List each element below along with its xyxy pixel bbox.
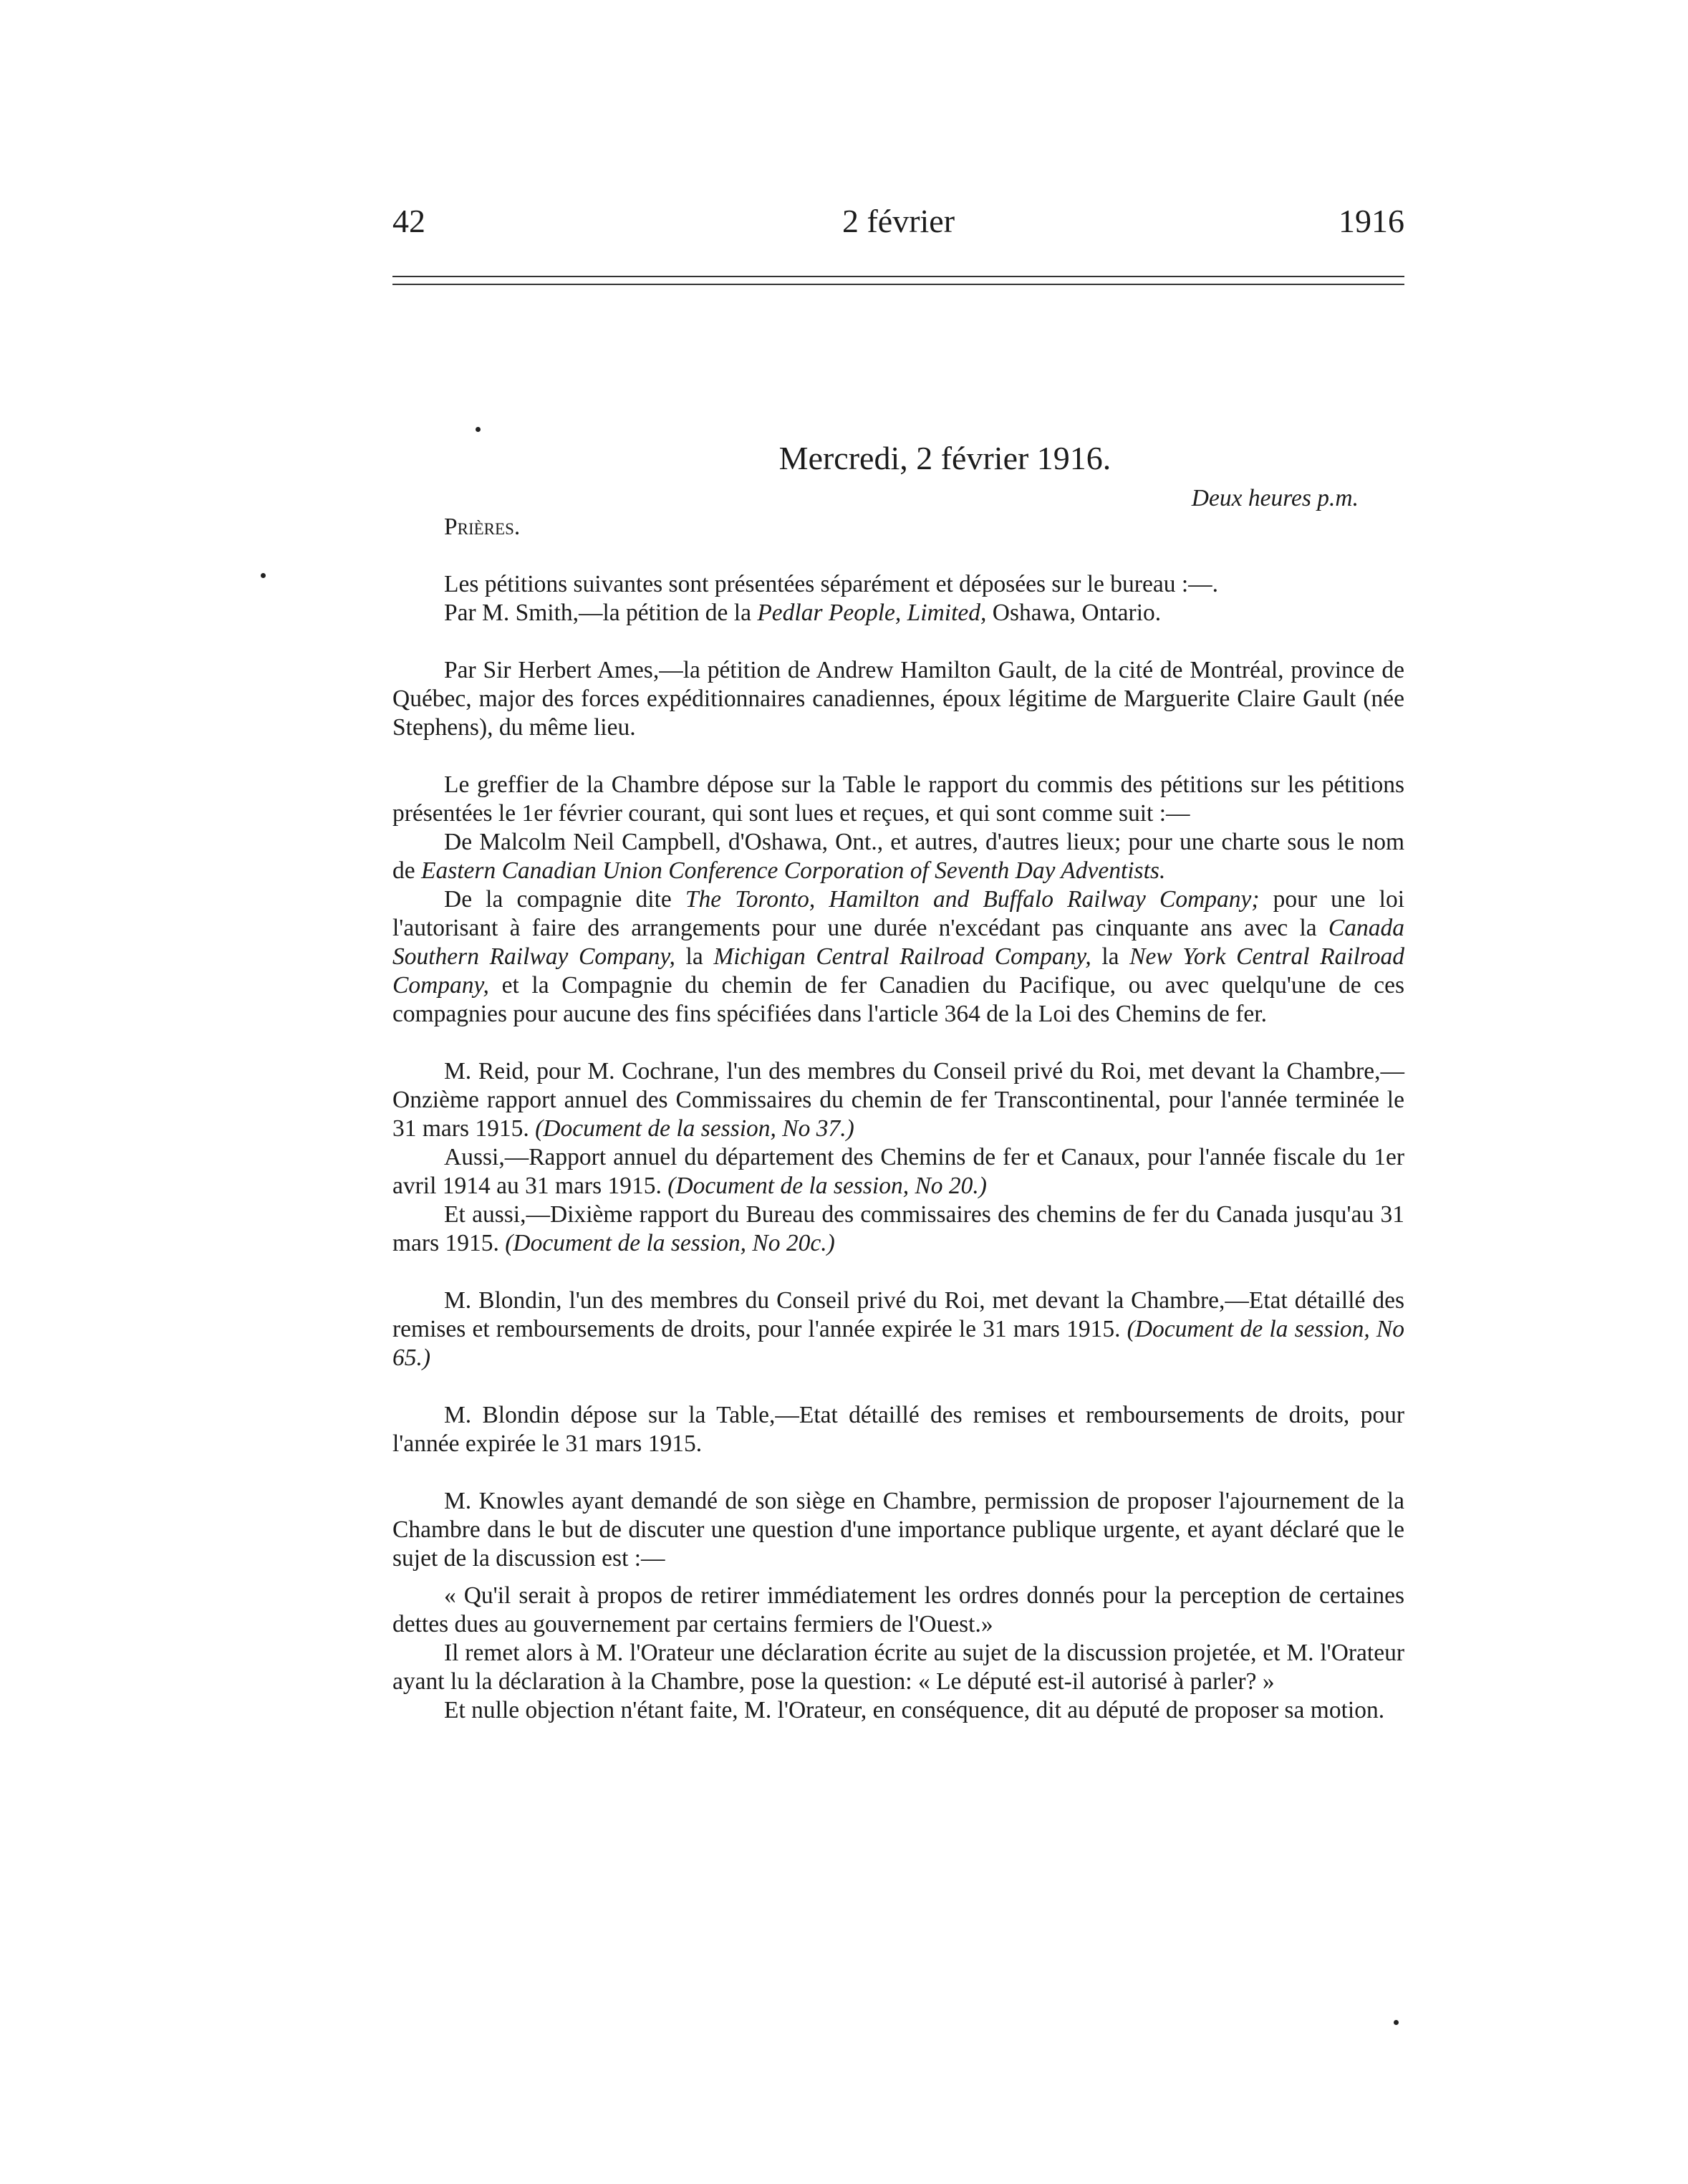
text-run: Par M. Smith,—la pétition de la [444, 600, 758, 626]
company-name: Pedlar People, Limited, [757, 600, 987, 626]
corporation-name: Eastern Canadian Union Conference Corporation of Seventh Day Adventists. [421, 857, 1166, 884]
paragraph-railways-canals-report [392, 1143, 1404, 1201]
paragraph-clerk-report: Le greffier de la Chambre dépose sur la Table le rapport du commis des pétitions sur les pétitions présentées le 1er février courant, qui sont lues et reçues, et qui sont comme suit :— [392, 771, 1404, 827]
page-header [392, 202, 1404, 245]
speck-mark [476, 427, 481, 432]
sitting-time: Deux heures p.m. [1191, 485, 1359, 511]
header-rule-bottom [392, 284, 1404, 285]
session-document-ref: (Document de la session, No 20c.) [505, 1230, 835, 1256]
paragraph-motion: Et nulle objection n'étant faite, M. l'Orateur, en conséquence, dit au député de proposer sa motion. [444, 1697, 1385, 1723]
text-run: et la Compagnie du chemin de fer Canadien du Pacifique, ou avec quelqu'une de ces compagnies pour aucune des fins spécifiées dans l'article 364 de la Loi des Chemins de fer. [392, 972, 1404, 1027]
header-date: 2 février [841, 203, 955, 239]
paragraph-reid-report [392, 1057, 1404, 1143]
paragraph-smith-petition [392, 599, 1404, 627]
paragraph-blondin-table: M. Blondin dépose sur la Table,—Etat détaillé des remises et remboursements de droits, pour l'année expirée le 31 mars 1915. [392, 1402, 1404, 1457]
session-document-ref: (Document de la session, No 20.) [667, 1173, 987, 1199]
session-document-ref: (Document de la session, No 65.) [392, 1316, 1404, 1371]
text-run: pour une loi l'autorisant à faire des arrangements pour une durée n'excédant pas cinquante ans avec la [392, 886, 1405, 941]
header-rule-top [392, 276, 1404, 277]
text-run: Aussi,—Rapport annuel du département des Chemins de fer et Canaux, pour l'année fiscale du 1er avril 1914 au 31 mars 1915. [392, 1144, 1404, 1199]
text-run: la [675, 943, 714, 970]
journal-body [392, 438, 1404, 1725]
session-document-ref: (Document de la session, No 37.) [535, 1115, 854, 1142]
page-number: 42 [392, 203, 425, 239]
prayers-heading: Prières. [444, 514, 521, 540]
day-title: Mercredi, 2 février 1916. [778, 440, 1111, 476]
paragraph-petitions-intro: Les pétitions suivantes sont présentées séparément et déposées sur le bureau :—. [444, 571, 1218, 597]
company-name: The Toronto, Hamilton and Buffalo Railway Company; [685, 886, 1260, 913]
paragraph-knowles-quote: « Qu'il serait à propos de retirer immédiatement les ordres donnés pour la perception de certaines dettes dues au gouvernement par certains fermiers de l'Ouest.» [392, 1582, 1404, 1637]
text-run: Et aussi,—Dixième rapport du Bureau des commissaires des chemins de fer du Canada jusqu'au 31 mars 1915. [392, 1201, 1404, 1256]
speck-mark [1394, 2020, 1399, 2025]
header-year: 1916 [1339, 203, 1404, 239]
paragraph-commissioners-report [392, 1201, 1404, 1258]
paragraph-campbell-petition [392, 828, 1404, 885]
text-run: De la compagnie dite [444, 886, 685, 913]
company-name: Canada Southern Railway Company, [392, 915, 1404, 970]
paragraph-railway-petition [392, 885, 1404, 1029]
paragraph-blondin-statement [392, 1286, 1404, 1372]
text-run: M. Reid, pour M. Cochrane, l'un des membres du Conseil privé du Roi, met devant la Chambre,—Onzième rapport annuel des Commissaires du chemin de fer Transcontinental, pour l'année terminée le 31 mars 1915. [392, 1058, 1404, 1142]
speck-mark [261, 573, 266, 578]
text-run: la [1091, 943, 1130, 970]
paragraph-ames-petition: Par Sir Herbert Ames,—la pétition de Andrew Hamilton Gault, de la cité de Montréal, province de Québec, major des forces expéditionnaires canadiennes, époux légitime de Marguerite Claire Gault (née Stephens), du même lieu. [392, 657, 1404, 741]
text-run: Oshawa, Ontario. [986, 600, 1162, 626]
company-name: Michigan Central Railroad Company, [713, 943, 1091, 970]
text-run: M. Blondin, l'un des membres du Conseil privé du Roi, met devant la Chambre,—Etat détaillé des remises et remboursements de droits, pour l'année expirée le 31 mars 1915. [392, 1287, 1404, 1342]
paragraph-speaker-question: Il remet alors à M. l'Orateur une déclaration écrite au sujet de la discussion projetée, et M. l'Orateur ayant lu la déclaration à la Chambre, pose la question: « Le député est-il autorisé à parler? » [392, 1640, 1404, 1695]
paragraph-knowles-adjournment: M. Knowles ayant demandé de son siège en Chambre, permission de proposer l'ajournement de la Chambre dans le but de discuter une question d'une importance publique urgente, et ayant déclaré que le sujet de la discussion est :— [392, 1488, 1404, 1572]
text-run: De Malcolm Neil Campbell, d'Oshawa, Ont., et autres, d'autres lieux; pour une charte sous le nom de [392, 829, 1404, 884]
company-name: New York Central Railroad Company, [392, 943, 1404, 999]
